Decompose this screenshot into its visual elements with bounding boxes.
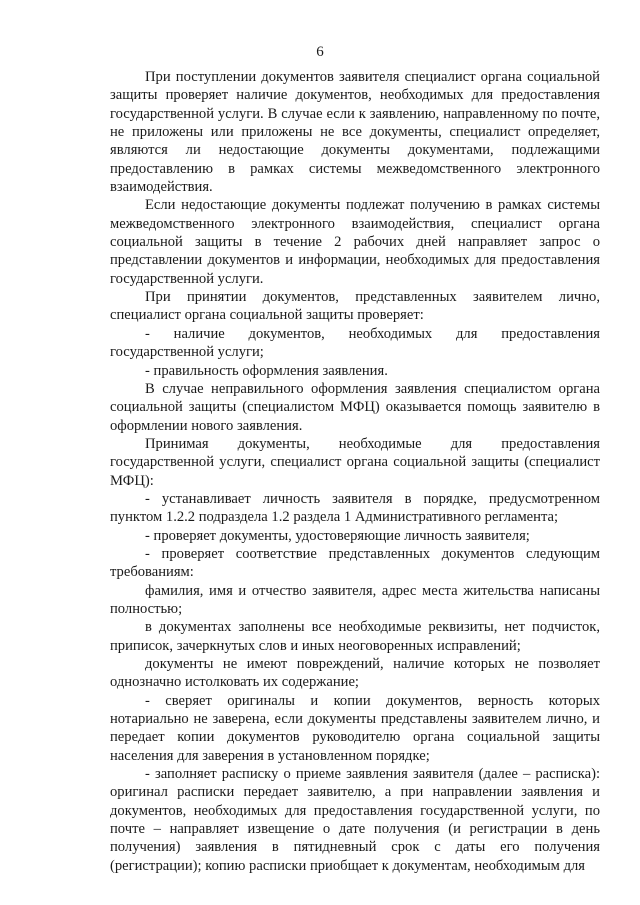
paragraph: При принятии документов, представленных заявителем лично, специалист органа социальной защиты проверяет: <box>110 289 600 324</box>
document-body <box>110 68 600 875</box>
paragraph: Если недостающие документы подлежат получению в рамках системы межведомственного электронного взаимодействия, специалист органа социальной защиты в течение 2 рабочих дней направляет запрос о представлении документов и информации, необходимых для предоставления государственной услуги. <box>110 197 600 287</box>
page-number: 6 <box>316 44 324 60</box>
requirement-item: документы не имеют повреждений, наличие которых не позволяет однозначно истолковать их содержание; <box>110 656 600 691</box>
list-item: - наличие документов, необходимых для предоставления государственной услуги; <box>110 325 600 361</box>
list-item: - правильность оформления заявления. <box>145 362 388 379</box>
list-item: - устанавливает личность заявителя в порядке, предусмотренном пунктом 1.2.2 подраздела 1.2 раздела 1 Административного регламента; <box>110 490 600 526</box>
list-item: - заполняет расписку о приеме заявления заявителя (далее – расписка): оригинал расписки передает заявителю, а при направлении заявления и документов, необходимых для предоставления государственной услуги, по почте – направляет извещение о дате получения (и регистрации в день получения) заявления в пятидневный срок с даты его получения (регистрации); копию расписки приобщает к документам, необходимым для <box>110 766 600 874</box>
list-item: - проверяет документы, удостоверяющие личность заявителя; <box>145 527 530 544</box>
requirement-item: в документах заполнены все необходимые реквизиты, нет подчисток, приписок, зачеркнутых слов и иных неоговоренных исправлений; <box>110 619 600 654</box>
paragraph: При поступлении документов заявителя специалист органа социальной защиты проверяет наличие документов, необходимых для предоставления государственной услуги. В случае если к заявлению, направленному по почте, не приложены или приложены не все документы, специалист определяет, являются ли недостающие документы документами, подлежащими предоставлению в рамках системы межведомственного электронного взаимодействия. <box>110 69 600 196</box>
requirement-item: фамилия, имя и отчество заявителя, адрес места жительства написаны полностью; <box>110 582 600 617</box>
paragraph: В случае неправильного оформления заявления специалистом органа социальной защиты (специалистом МФЦ) оказывается помощь заявителю в оформлении нового заявления. <box>110 380 600 434</box>
list-item: - проверяет соответствие представленных документов следующим требованиям: <box>110 545 600 581</box>
list-item: - сверяет оригиналы и копии документов, верность которых нотариально не заверена, если документы представлены заявителем лично, и передает копии документов руководителю органа социальной защиты населения для заверения в установленном порядке; <box>110 692 600 764</box>
paragraph: Принимая документы, необходимые для предоставления государственной услуги, специалист органа социальной защиты (специалист МФЦ): <box>110 435 600 489</box>
